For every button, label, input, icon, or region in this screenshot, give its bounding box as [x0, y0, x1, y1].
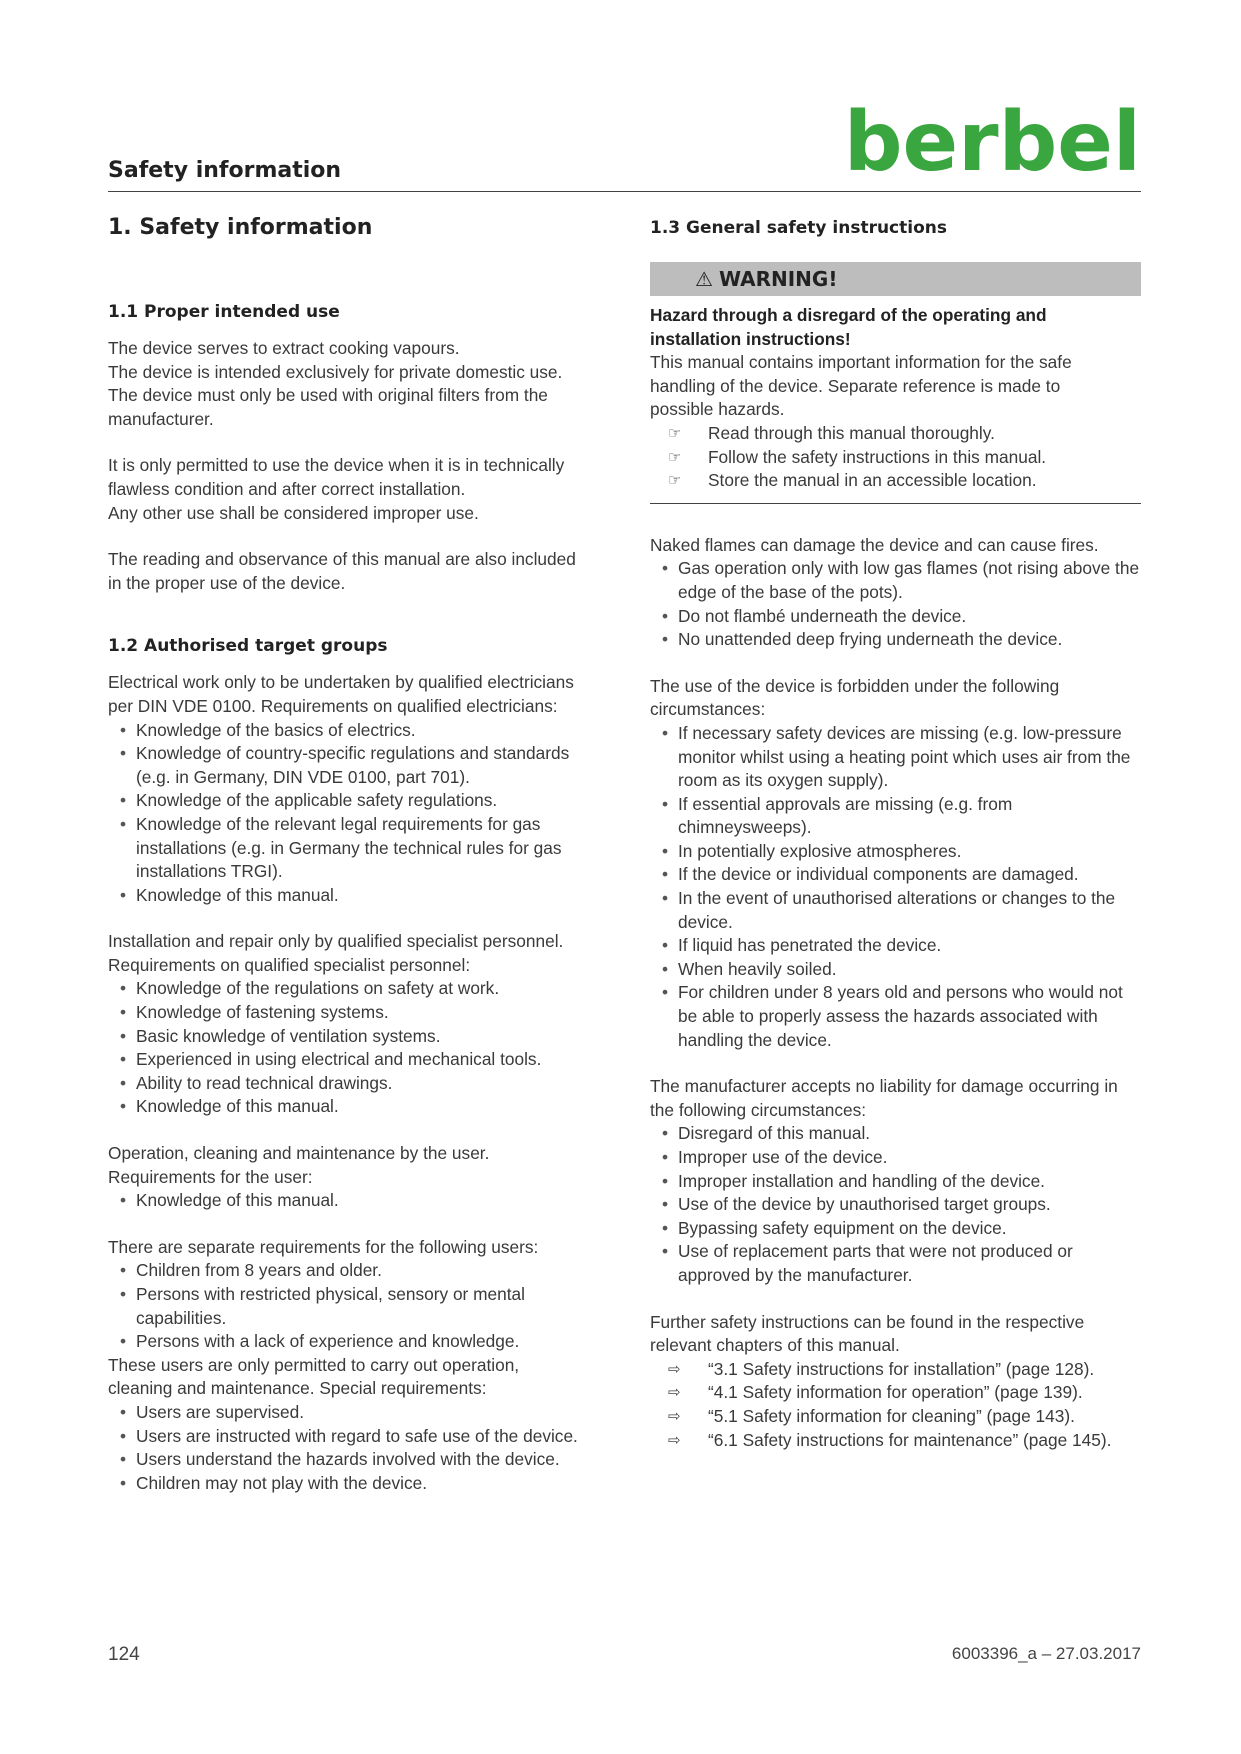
arrow-right-icon: ⇨ [668, 1384, 681, 1402]
list-item: • Knowledge of this manual. [136, 1189, 608, 1213]
list-item: • Knowledge of country-specific regulations and standards (e.g. in Germany, DIN VDE 0100, part 701). [136, 742, 608, 789]
warning-bar [650, 262, 1141, 296]
list-item: • Use of replacement parts that were not produced or approved by the manufacturer. [678, 1240, 1141, 1287]
section-title: Safety information [108, 158, 342, 183]
list-item: • Improper use of the device. [678, 1146, 1141, 1170]
list-item: • Knowledge of this manual. [136, 884, 608, 908]
installer-intro: Installation and repair only by qualified specialist personnel. Requirements on qualified specialist personnel: [108, 931, 564, 975]
list-item: ☞ Store the manual in an accessible location. [708, 469, 1141, 493]
cross-reference-link[interactable]: “3.1 Safety instructions for installation” (page 128). [708, 1358, 1095, 1379]
list-item: • For children under 8 years old and persons who would not be able to properly assess the hazards associated with handling the device. [678, 981, 1141, 1052]
list-item: • Knowledge of the regulations on safety at work. [136, 977, 608, 1001]
page-number: 124 [108, 1644, 140, 1665]
list-item: • When heavily soiled. [678, 958, 1141, 982]
special-users-list [108, 1259, 608, 1353]
list-item: • In the event of unauthorised alterations or changes to the device. [678, 887, 1141, 934]
warning-title: Hazard through a disregard of the operating and installation instructions! [650, 305, 1047, 349]
list-item: • Bypassing safety equipment on the device. [678, 1217, 1141, 1241]
heading-1-3: 1.3 General safety instructions [650, 218, 947, 238]
intended-use-para-3: The reading and observance of this manual are also included in the proper use of the device. [108, 549, 576, 593]
forbidden-intro: The use of the device is forbidden under the following circumstances: [650, 675, 1060, 720]
arrow-right-icon: ⇨ [668, 1360, 681, 1378]
special-requirements-list [108, 1401, 608, 1495]
electrician-requirements [108, 719, 608, 908]
pointing-hand-icon: ☞ [668, 424, 682, 442]
flames-intro: Naked flames can damage the device and can cause fires. [650, 534, 1099, 555]
right-column [650, 214, 1141, 1452]
warning-label: WARNING! [718, 267, 838, 291]
cross-reference-link[interactable]: “5.1 Safety information for cleaning” (page 143). [708, 1405, 1075, 1426]
list-item: • In potentially explosive atmospheres. [678, 840, 1141, 864]
heading-1-1: 1.1 Proper intended use [108, 302, 340, 322]
list-item: ☞ Read through this manual thoroughly. [708, 422, 1141, 446]
list-item: • Knowledge of fastening systems. [136, 1001, 608, 1025]
list-item: • Users are instructed with regard to safe use of the device. [136, 1425, 608, 1449]
list-item [668, 1381, 1141, 1405]
list-item: • Knowledge of the basics of electrics. [136, 719, 608, 743]
list-item: • Use of the device by unauthorised target groups. [678, 1193, 1141, 1217]
list-item: • Experienced in using electrical and mechanical tools. [136, 1048, 608, 1072]
list-item: ☞ Follow the safety instructions in this manual. [708, 446, 1141, 470]
header-divider [108, 191, 1141, 192]
list-item [668, 1405, 1141, 1429]
list-item: • Gas operation only with low gas flames (not rising above the edge of the base of the pots). [678, 557, 1141, 604]
list-item: • No unattended deep frying underneath the device. [678, 628, 1141, 652]
list-item: • Persons with restricted physical, sensory or mental capabilities. [136, 1283, 608, 1330]
list-item: • Users understand the hazards involved with the device. [136, 1448, 608, 1472]
special-users-outro: These users are only permitted to carry out operation, cleaning and maintenance. Special requirements: [108, 1354, 520, 1399]
list-item: • Knowledge of the relevant legal requirements for gas installations (e.g. in Germany the technical rules for gas installations TRGI). [136, 813, 608, 884]
arrow-right-icon: ⇨ [668, 1407, 681, 1425]
list-item: • Do not flambé underneath the device. [678, 605, 1141, 629]
list-item [668, 1358, 1141, 1382]
arrow-right-icon: ⇨ [668, 1431, 681, 1449]
pointing-hand-icon: ☞ [668, 472, 682, 490]
forbidden-list [650, 722, 1141, 1052]
list-item: • If essential approvals are missing (e.g. from chimneysweeps). [678, 793, 1141, 840]
list-item: • If necessary safety devices are missing (e.g. low-pressure monitor whilst using a heating point which uses air from the room as its oxygen supply). [678, 722, 1141, 793]
list-item: • Users are supervised. [136, 1401, 608, 1425]
cross-reference-link[interactable]: “4.1 Safety information for operation” (page 139). [708, 1382, 1083, 1403]
pointing-hand-icon: ☞ [668, 448, 682, 466]
user-intro: Operation, cleaning and maintenance by the user. Requirements for the user: [108, 1143, 490, 1187]
list-item: • Knowledge of this manual. [136, 1095, 608, 1119]
heading-1-2: 1.2 Authorised target groups [108, 636, 388, 657]
warning-body: This manual contains important information for the safe handling of the device. Separate reference is made to possible hazards. [650, 352, 1072, 420]
intended-use-para-2: It is only permitted to use the device when it is in technically flawless condition and after correct installation. Any other use shall be considered improper use. [108, 455, 565, 523]
document-id: 6003396_a – 27.03.2017 [951, 1644, 1141, 1663]
installer-requirements [108, 977, 608, 1119]
list-item: • Basic knowledge of ventilation systems. [136, 1025, 608, 1049]
list-item: • Persons with a lack of experience and knowledge. [136, 1330, 608, 1354]
flames-list [650, 557, 1141, 651]
list-item: • Children from 8 years and older. [136, 1259, 608, 1283]
warning-actions [650, 422, 1141, 493]
chapter-heading: 1. Safety information [108, 215, 373, 240]
cross-reference-link[interactable]: “6.1 Safety instructions for maintenance” (page 145). [708, 1429, 1112, 1450]
list-item: • If the device or individual components are damaged. [678, 863, 1141, 887]
list-item: • Disregard of this manual. [678, 1122, 1141, 1146]
list-item: • Children may not play with the device. [136, 1472, 608, 1496]
left-column [108, 214, 608, 1495]
electrician-intro: Electrical work only to be undertaken by qualified electricians per DIN VDE 0100. Requirements on qualified electricians: [108, 672, 574, 716]
list-item: • Improper installation and handling of the device. [678, 1170, 1141, 1194]
user-requirements [108, 1189, 608, 1213]
liability-list [650, 1122, 1141, 1287]
berbel-logo: berbel [843, 95, 1141, 190]
cross-reference-list [650, 1358, 1141, 1452]
list-item [668, 1429, 1141, 1453]
list-item: • If liquid has penetrated the device. [678, 934, 1141, 958]
list-item: • Knowledge of the applicable safety regulations. [136, 789, 608, 813]
list-item: • Ability to read technical drawings. [136, 1072, 608, 1096]
intended-use-para-1: The device serves to extract cooking vapours. The device is intended exclusively for private domestic use. The device must only be used with original filters from the manufacturer. [108, 338, 563, 429]
special-users-intro: There are separate requirements for the following users: [108, 1236, 539, 1257]
liability-intro: The manufacturer accepts no liability for damage occurring in the following circumstances: [650, 1076, 1118, 1120]
further-intro: Further safety instructions can be found in the respective relevant chapters of this manual. [650, 1311, 1085, 1356]
warning-triangle-icon: ⚠ [695, 267, 713, 291]
